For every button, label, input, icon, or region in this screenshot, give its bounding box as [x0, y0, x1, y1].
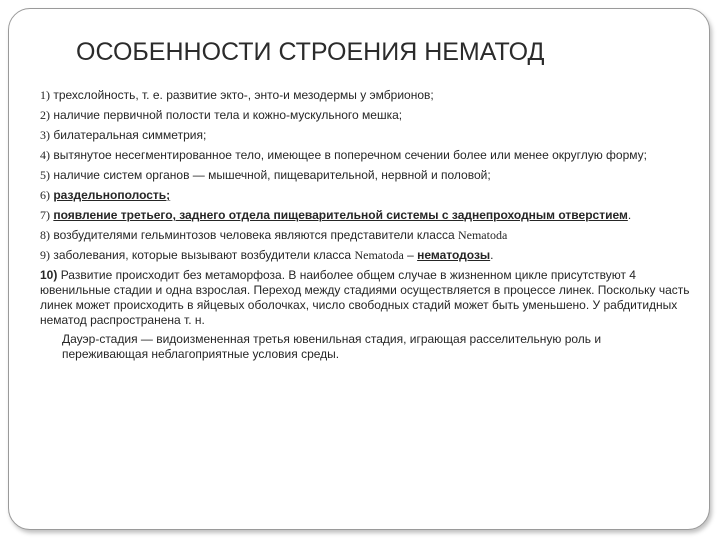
list-item-7: [40, 208, 690, 223]
item-number: 5): [40, 168, 50, 182]
item-text-bold: раздельнополость;: [53, 188, 171, 202]
item-text: трехслойность, т. е. развитие экто-, энто-и мезодермы у эмбрионов;: [53, 88, 434, 102]
item-number: 8): [40, 228, 50, 242]
item-number: 10): [40, 268, 58, 282]
item-number: 1): [40, 88, 50, 102]
item-number: 2): [40, 108, 50, 122]
list-item-1: [40, 88, 690, 103]
item-number: 6): [40, 188, 50, 202]
list-item-6: [40, 188, 690, 203]
list-item-5: [40, 168, 690, 183]
item-number: 3): [40, 128, 50, 142]
slide-title: ОСОБЕННОСТИ СТРОЕНИЯ НЕМАТОД: [76, 38, 545, 66]
item-text-end: .: [627, 208, 632, 222]
item-text: наличие систем органов — мышечной, пищеварительной, нервной и половой;: [53, 168, 491, 182]
item-dash: –: [403, 248, 418, 262]
slide-body: [40, 88, 690, 362]
item-text: заболевания, которые вызывают возбудители класса: [53, 248, 355, 262]
item-text: вытянутое несегментированное тело, имеющее в поперечном сечении более или менее округлую форму;: [53, 148, 647, 162]
item-text: билатеральная симметрия;: [53, 128, 207, 142]
dauer-stage-paragraph: Дауэр-стадия — видоизмененная третья ювенильная стадия, играющая расселительную роль и переживающая неблагоприятные условия среды.: [62, 332, 602, 361]
list-item-2: [40, 108, 690, 123]
item-text: Развитие происходит без метаморфоза. В наиболее общем случае в жизненном цикле присутствуют 4 ювенильные стадии и одна взрослая. Переход между стадиями осуществляется в процессе линек. Поскольку часть линек может происходить в яйцевых оболочках, число свободных стадий может быть уменьшено. У рабдитидных нематод распространена т. н.: [40, 268, 690, 327]
item-text-end: .: [490, 248, 494, 262]
item-text: наличие первичной полости тела и кожно-мускульного мешка;: [53, 108, 403, 122]
item-text-bold: появление третьего, заднего отдела пищеварительной системы с заднепроходным отверстием: [53, 208, 628, 222]
item-number: 4): [40, 148, 50, 162]
list-item-9: [40, 248, 690, 263]
list-item-8: [40, 228, 690, 243]
item-text-bold: нематодозы: [417, 248, 491, 262]
item-text: возбудителями гельминтозов человека являются представители класса: [53, 228, 458, 242]
item-latin-name: Nematoda: [457, 228, 508, 242]
item-latin-name: Nematoda: [354, 248, 404, 262]
list-item-4: [40, 148, 690, 163]
item-number: 7): [40, 208, 50, 222]
list-item-3: [40, 128, 690, 143]
list-item-10: [40, 268, 690, 328]
item-number: 9): [40, 248, 50, 262]
